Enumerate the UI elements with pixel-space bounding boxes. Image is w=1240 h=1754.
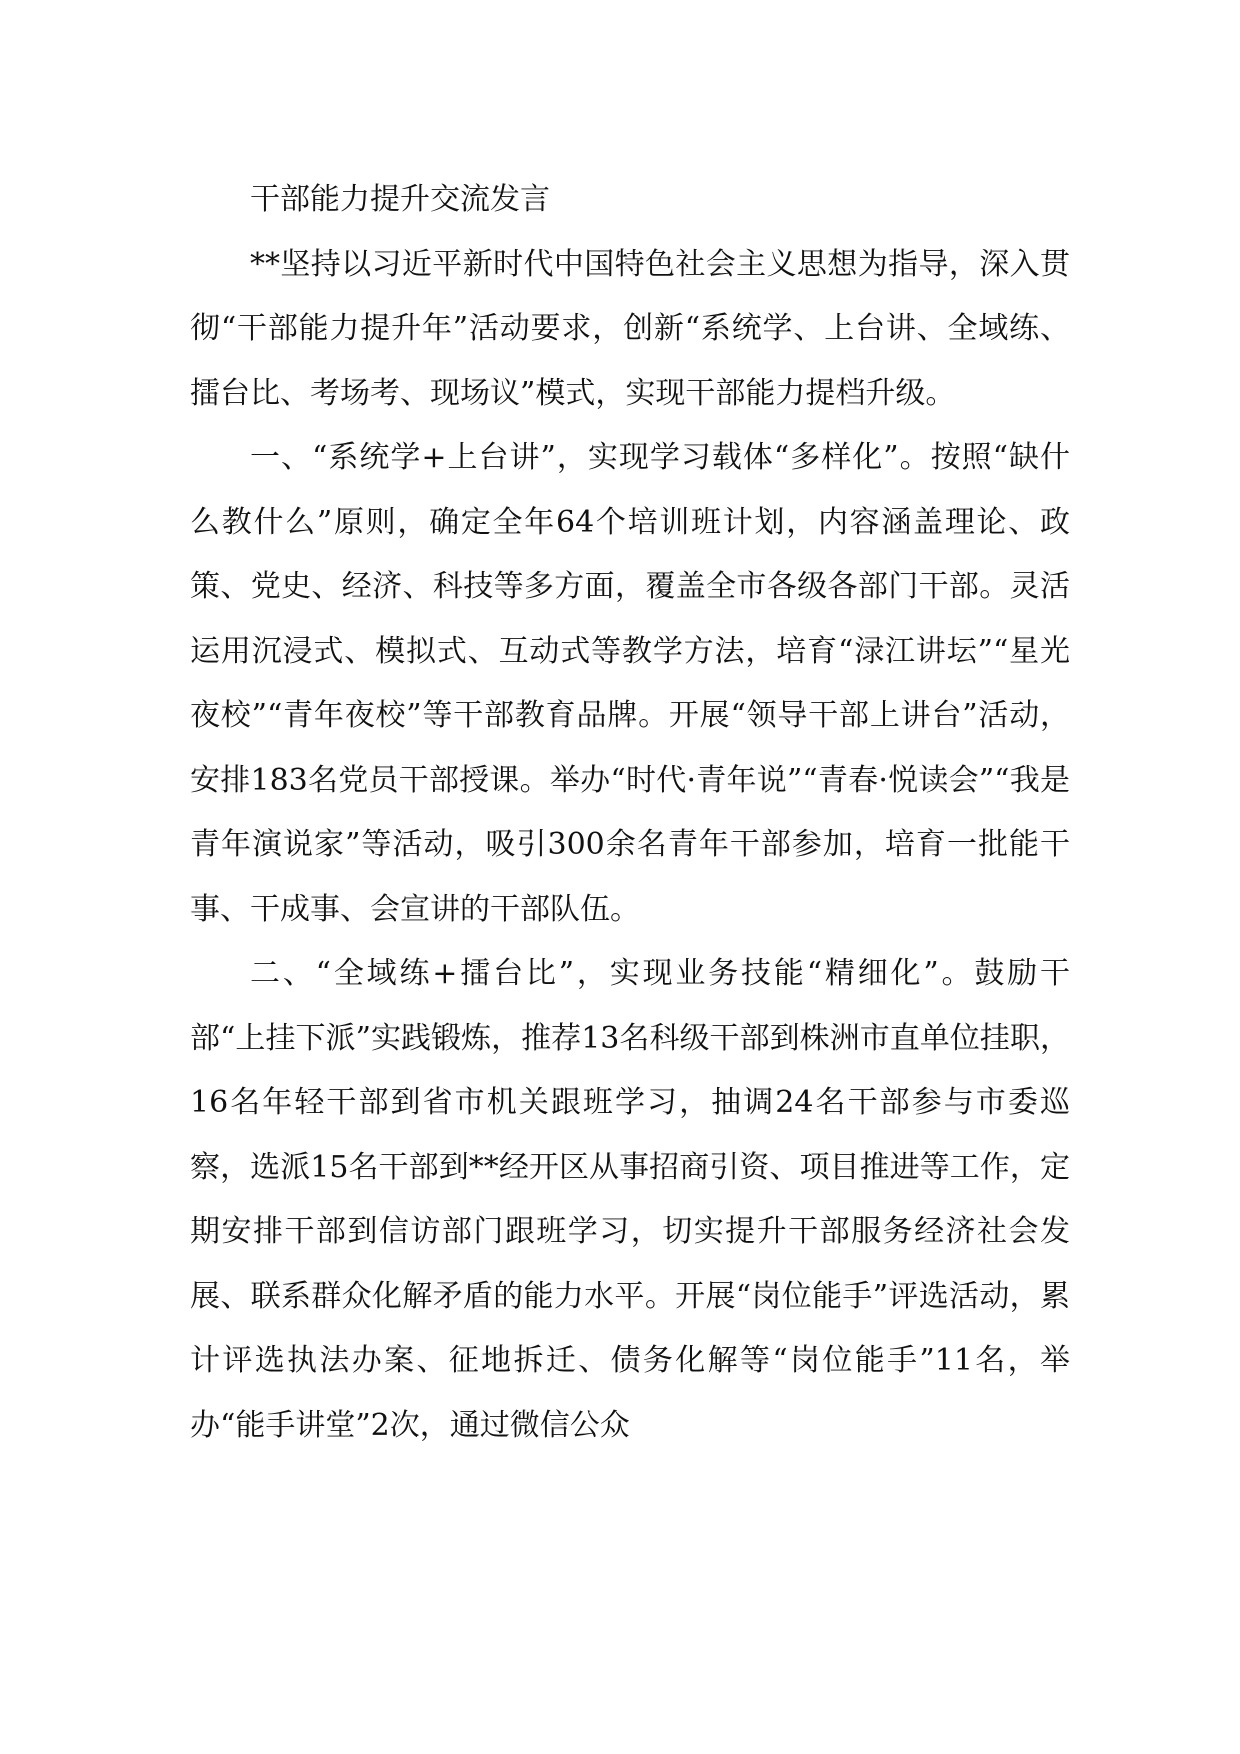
- document-title: 干部能力提升交流发言: [250, 182, 550, 217]
- paragraph-section-one: 一、“系统学+上台讲”，实现学习载体“多样化”。按照“缺什么教什么”原则，确定全年64个培训班计划，内容涵盖理论、政策、党史、经济、科技等多方面，覆盖全市各级各部门干部。灵活运用沉浸式、模拟式、互动式等教学方法，培育“渌江讲坛”“星光夜校”“青年夜校”等干部教育品牌。开展“领导干部上讲台”活动，安排183名党员干部授课。举办“时代·青年说”“青春·悦读会”“我是青年演说家”等活动，吸引300余名青年干部参加，培育一批能干事、干成事、会宣讲的干部队伍。: [190, 440, 1070, 927]
- paragraph-intro: **坚持以习近平新时代中国特色社会主义思想为指导，深入贯彻“干部能力提升年”活动要求，创新“系统学、上台讲、全域练、擂台比、考场考、现场议”模式，实现干部能力提档升级。: [190, 246, 1070, 411]
- paragraph-section-two: 二、“全域练+擂台比”，实现业务技能“精细化”。鼓励干部“上挂下派”实践锻炼，推荐13名科级干部到株洲市直单位挂职，16名年轻干部到省市机关跟班学习，抽调24名干部参与市委巡察，选派15名干部到**经开区从事招商引资、项目推进等工作，定期安排干部到信访部门跟班学习，切实提升干部服务经济社会发展、联系群众化解矛盾的能力水平。开展“岗位能手”评选活动，累计评选执法办案、征地拆迁、债务化解等“岗位能手”11名，举办“能手讲堂”2次，通过微信公众: [190, 956, 1070, 1443]
- document-body: [190, 168, 1070, 1458]
